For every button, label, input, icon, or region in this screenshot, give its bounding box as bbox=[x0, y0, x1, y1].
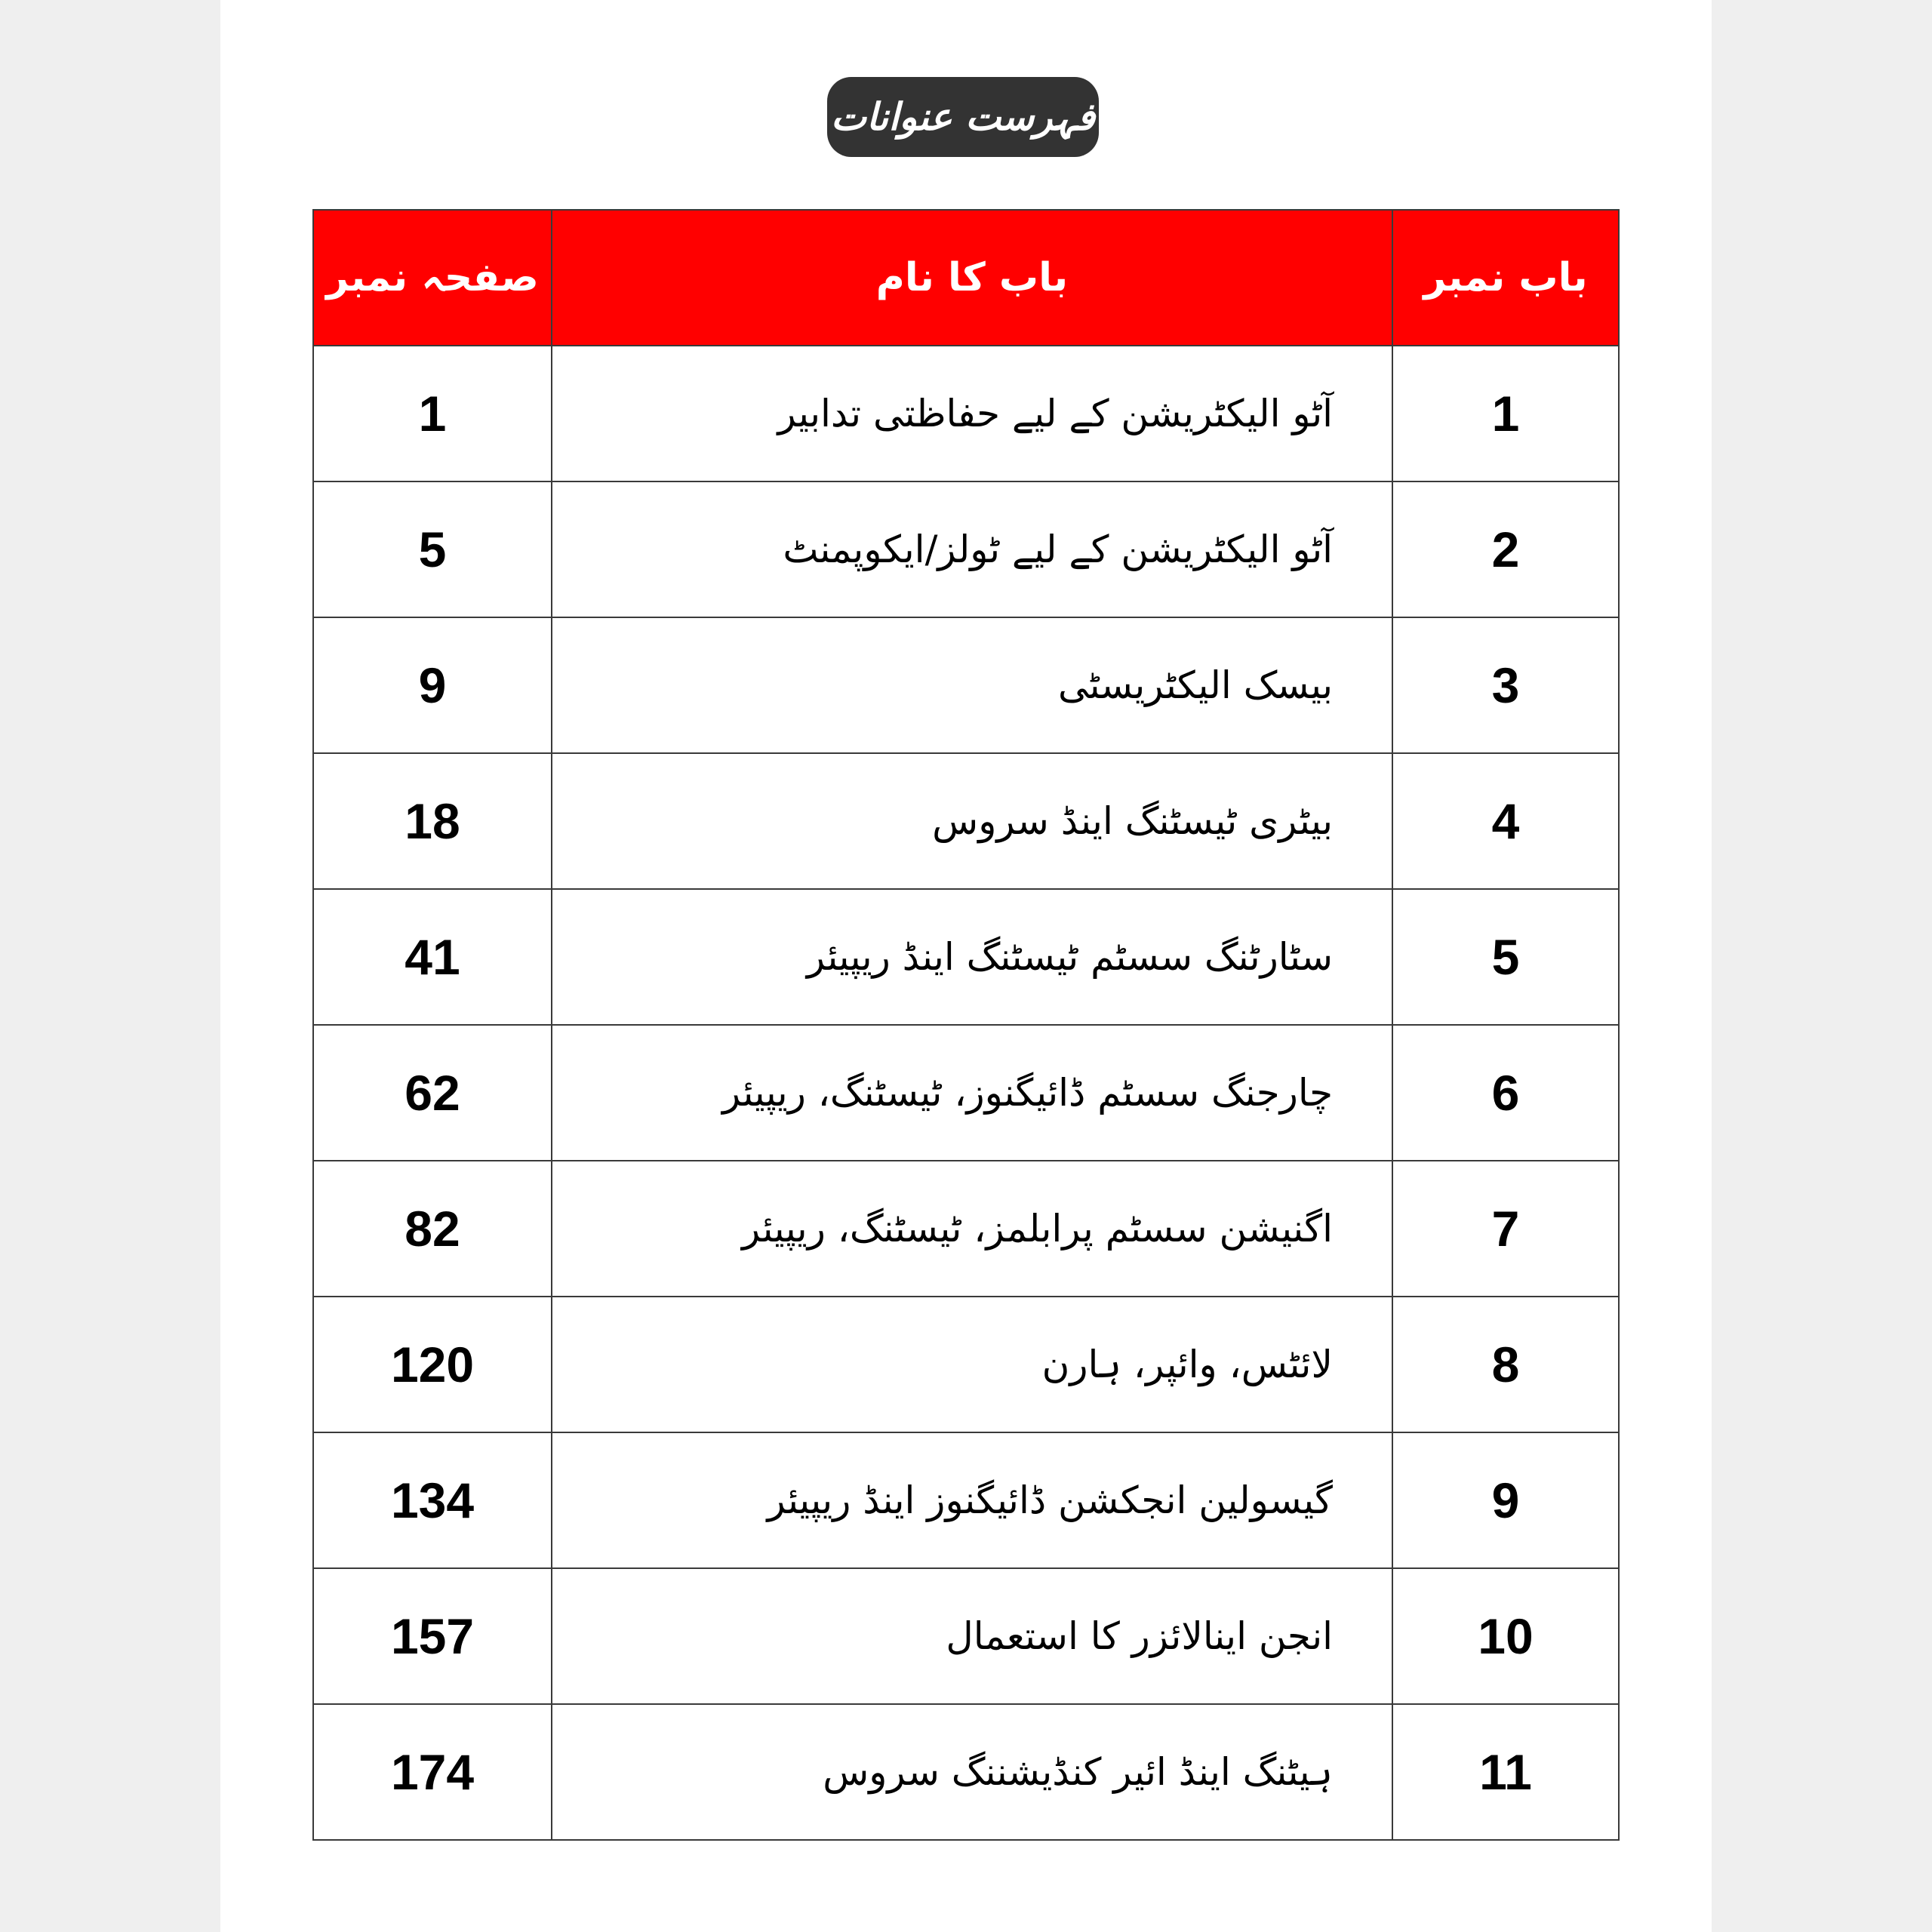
page-number: 62 bbox=[313, 1025, 552, 1161]
chapter-number: 8 bbox=[1392, 1297, 1619, 1432]
page-number: 41 bbox=[313, 889, 552, 1025]
table-row bbox=[313, 1432, 1619, 1568]
chapter-name: اگنیشن سسٹم پرابلمز، ٹیسٹنگ، ریپیئر bbox=[552, 1161, 1392, 1297]
table-row bbox=[313, 1161, 1619, 1297]
table-row bbox=[313, 617, 1619, 753]
chapter-name: ہیٹنگ اینڈ ائیر کنڈیشننگ سروس bbox=[552, 1704, 1392, 1840]
page-number: 82 bbox=[313, 1161, 552, 1297]
table-header-row bbox=[313, 210, 1619, 346]
table-row bbox=[313, 346, 1619, 481]
chapter-name: بیسک الیکٹریسٹی bbox=[552, 617, 1392, 753]
table-of-contents bbox=[312, 209, 1620, 1841]
page-number: 157 bbox=[313, 1568, 552, 1704]
chapter-name: آٹو الیکٹریشن کے لیے ٹولز/ایکوپمنٹ bbox=[552, 481, 1392, 617]
chapter-number: 4 bbox=[1392, 753, 1619, 889]
header-page-number: صفحہ نمبر bbox=[313, 210, 552, 346]
chapter-number: 10 bbox=[1392, 1568, 1619, 1704]
chapter-name: انجن اینالائزر کا استعمال bbox=[552, 1568, 1392, 1704]
title-badge bbox=[827, 77, 1099, 157]
page-title: فہرست عنوانات bbox=[830, 95, 1096, 139]
table-row bbox=[313, 1025, 1619, 1161]
header-chapter-name: باب کا نام bbox=[552, 210, 1392, 346]
chapter-number: 3 bbox=[1392, 617, 1619, 753]
table-row bbox=[313, 1297, 1619, 1432]
page-number: 134 bbox=[313, 1432, 552, 1568]
chapter-number: 9 bbox=[1392, 1432, 1619, 1568]
chapter-name: لائٹس، وائپر، ہارن bbox=[552, 1297, 1392, 1432]
header-chapter-number: باب نمبر bbox=[1392, 210, 1619, 346]
page-number: 18 bbox=[313, 753, 552, 889]
chapter-number: 6 bbox=[1392, 1025, 1619, 1161]
chapter-number: 5 bbox=[1392, 889, 1619, 1025]
chapter-name: گیسولین انجکشن ڈائیگنوز اینڈ ریپیئر bbox=[552, 1432, 1392, 1568]
table-row bbox=[313, 1704, 1619, 1840]
table-row bbox=[313, 481, 1619, 617]
chapter-number: 1 bbox=[1392, 346, 1619, 481]
chapter-number: 7 bbox=[1392, 1161, 1619, 1297]
page-number: 1 bbox=[313, 346, 552, 481]
table-row bbox=[313, 1568, 1619, 1704]
chapter-name: سٹارٹنگ سسٹم ٹیسٹنگ اینڈ ریپیئر bbox=[552, 889, 1392, 1025]
chapter-number: 11 bbox=[1392, 1704, 1619, 1840]
page-number: 174 bbox=[313, 1704, 552, 1840]
chapter-name: آٹو الیکٹریشن کے لیے حفاظتی تدابیر bbox=[552, 346, 1392, 481]
page-number: 5 bbox=[313, 481, 552, 617]
page-number: 9 bbox=[313, 617, 552, 753]
table-row bbox=[313, 889, 1619, 1025]
page-number: 120 bbox=[313, 1297, 552, 1432]
document-page bbox=[220, 0, 1712, 1932]
table-row bbox=[313, 753, 1619, 889]
chapter-number: 2 bbox=[1392, 481, 1619, 617]
chapter-name: چارجنگ سسٹم ڈائیگنوز، ٹیسٹنگ، ریپیئر bbox=[552, 1025, 1392, 1161]
chapter-name: بیٹری ٹیسٹنگ اینڈ سروس bbox=[552, 753, 1392, 889]
